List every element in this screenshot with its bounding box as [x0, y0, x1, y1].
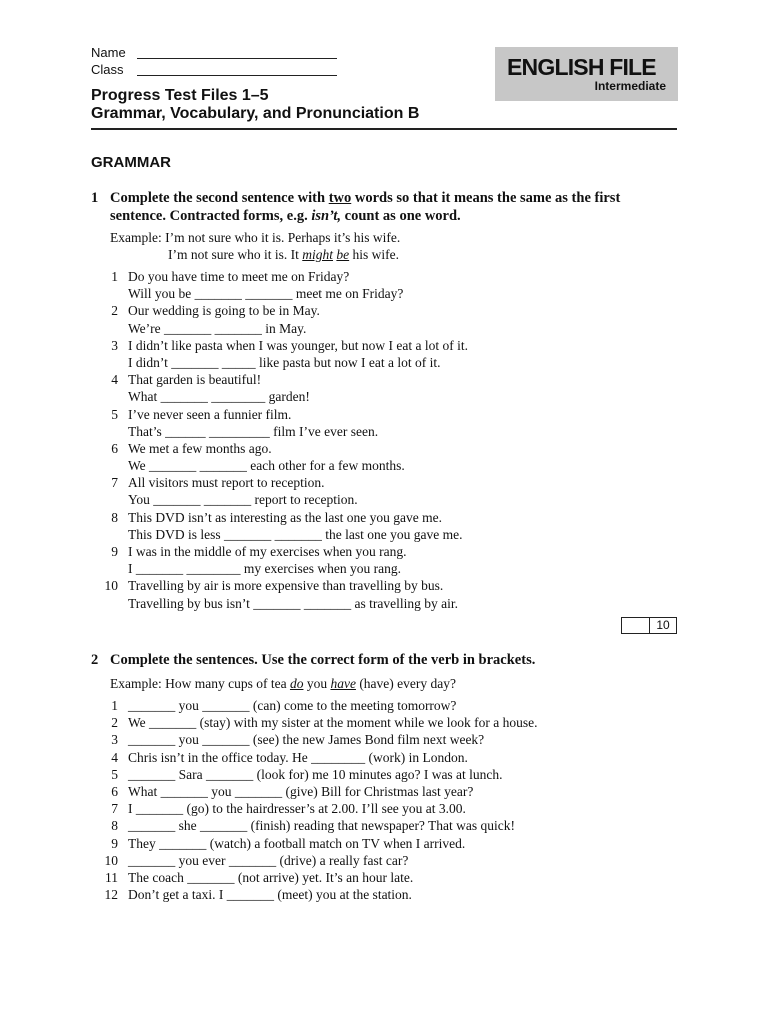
rewrite-sentence[interactable]: This DVD is less _______ _______ the last one you gave me. — [128, 526, 463, 542]
original-sentence: That garden is beautiful! — [128, 372, 262, 388]
gap-fill-sentence[interactable]: The coach _______ (not arrive) yet. It’s an hour late. — [128, 869, 414, 885]
class-label: Class — [91, 62, 124, 77]
header-divider — [91, 128, 677, 130]
task-1-instruction-text: Complete the second sentence with two words so that it means the same as the first sentence. Contracted forms, e.g. isn’t, count as one word. — [110, 190, 621, 224]
gap-fill-sentence[interactable]: Don’t get a taxi. I _______ (meet) you at the station. — [128, 887, 412, 903]
task-1-example: Example: I’m not sure who it is. Perhaps it’s his wife. I’m not sure who it is. It might be his wife. — [110, 230, 401, 262]
original-sentence: We met a few months ago. — [128, 440, 272, 456]
gap-fill-sentence[interactable]: We _______ (stay) with my sister at the moment while we look for a house. — [128, 715, 538, 731]
class-input-line[interactable] — [137, 75, 337, 76]
item-number: 4 — [111, 749, 118, 765]
gap-fill-sentence[interactable]: Chris isn’t in the office today. He ________ (work) in London. — [128, 749, 468, 765]
rewrite-sentence[interactable]: Will you be _______ _______ meet me on Friday? — [128, 286, 404, 302]
item-number: 5 — [111, 766, 118, 782]
item-number: 6 — [111, 440, 118, 456]
rewrite-sentence[interactable]: We’re _______ _______ in May. — [128, 320, 307, 336]
item-number: 7 — [111, 475, 118, 491]
rewrite-sentence[interactable]: I _______ ________ my exercises when you rang. — [128, 561, 401, 577]
score-box — [621, 617, 677, 634]
original-sentence: This DVD isn’t as interesting as the last one you gave me. — [128, 509, 442, 525]
item-number: 10 — [104, 578, 118, 594]
item-number: 9 — [111, 544, 118, 559]
gap-fill-sentence[interactable]: They _______ (watch) a football match on TV when I arrived. — [128, 835, 466, 851]
original-sentence: All visitors must report to reception. — [128, 475, 325, 491]
rewrite-sentence[interactable]: What _______ ________ garden! — [128, 389, 310, 405]
rewrite-sentence[interactable]: You _______ _______ report to reception. — [128, 492, 358, 508]
score-total: 10 — [656, 618, 670, 632]
rewrite-sentence[interactable]: We _______ _______ each other for a few months. — [128, 458, 405, 474]
gap-fill-sentence[interactable]: What _______ you _______ (give) Bill for Christmas last year? — [128, 783, 474, 799]
item-number: 4 — [111, 372, 118, 388]
item-number: 9 — [111, 835, 118, 851]
logo-subtitle: Intermediate — [594, 79, 666, 93]
item-number: 7 — [111, 801, 118, 817]
gap-fill-sentence[interactable]: _______ you _______ (can) come to the meeting tomorrow? — [128, 698, 457, 713]
task-2-instruction-text: Complete the sentences. Use the correct form of the verb in brackets. — [110, 652, 536, 668]
name-input-line[interactable] — [137, 58, 337, 59]
item-number: 6 — [111, 783, 118, 799]
logo-title: ENGLISH FILE — [507, 54, 656, 80]
item-number: 10 — [104, 852, 118, 868]
item-number: 12 — [104, 887, 118, 903]
section-heading: GRAMMAR — [91, 154, 171, 171]
task-1-number: 1 — [91, 190, 99, 206]
original-sentence: I was in the middle of my exercises when you rang. — [128, 544, 407, 559]
rewrite-sentence[interactable]: I didn’t _______ _____ like pasta but now I eat a lot of it. — [128, 354, 441, 370]
name-field-row — [91, 45, 126, 60]
gap-fill-sentence[interactable]: I _______ (go) to the hairdresser’s at 2.00. I’ll see you at 3.00. — [128, 801, 466, 817]
original-sentence: Our wedding is going to be in May. — [128, 303, 320, 319]
item-number: 1 — [111, 698, 118, 713]
score-input[interactable] — [622, 618, 650, 633]
original-sentence: Travelling by air is more expensive than travelling by bus. — [128, 578, 444, 594]
item-number: 2 — [111, 303, 118, 319]
test-title — [91, 87, 419, 123]
item-number: 3 — [111, 732, 118, 748]
english-file-logo — [495, 47, 678, 101]
item-number: 2 — [111, 715, 118, 731]
item-number: 5 — [111, 406, 118, 422]
gap-fill-sentence[interactable]: _______ you _______ (see) the new James Bond film next week? — [128, 732, 485, 748]
item-number: 8 — [111, 509, 118, 525]
rewrite-sentence[interactable]: Travelling by bus isn’t _______ _______ as travelling by air. — [128, 595, 458, 611]
item-number: 11 — [105, 869, 118, 885]
item-number: 3 — [111, 337, 118, 353]
original-sentence: Do you have time to meet me on Friday? — [128, 269, 350, 284]
gap-fill-sentence[interactable]: _______ Sara _______ (look for) me 10 minutes ago? I was at lunch. — [128, 766, 503, 782]
class-field-row — [91, 62, 124, 77]
original-sentence: I’ve never seen a funnier film. — [128, 406, 292, 422]
rewrite-sentence[interactable]: That’s ______ _________ film I’ve ever seen. — [128, 423, 379, 439]
original-sentence: I didn’t like pasta when I was younger, but now I eat a lot of it. — [128, 337, 469, 353]
test-title-line-2: Grammar, Vocabulary, and Pronunciation B — [91, 105, 420, 122]
task-2-example: Example: How many cups of tea do you have (have) every day? — [110, 676, 457, 691]
gap-fill-sentence[interactable]: _______ she _______ (finish) reading that newspaper? That was quick! — [128, 818, 516, 834]
name-label: Name — [91, 45, 126, 60]
gap-fill-sentence[interactable]: _______ you ever _______ (drive) a really fast car? — [128, 852, 409, 868]
item-number: 8 — [111, 818, 118, 834]
test-title-line-1: Progress Test Files 1–5 — [91, 87, 269, 104]
task-2-number: 2 — [91, 652, 99, 668]
item-number: 1 — [111, 269, 118, 284]
